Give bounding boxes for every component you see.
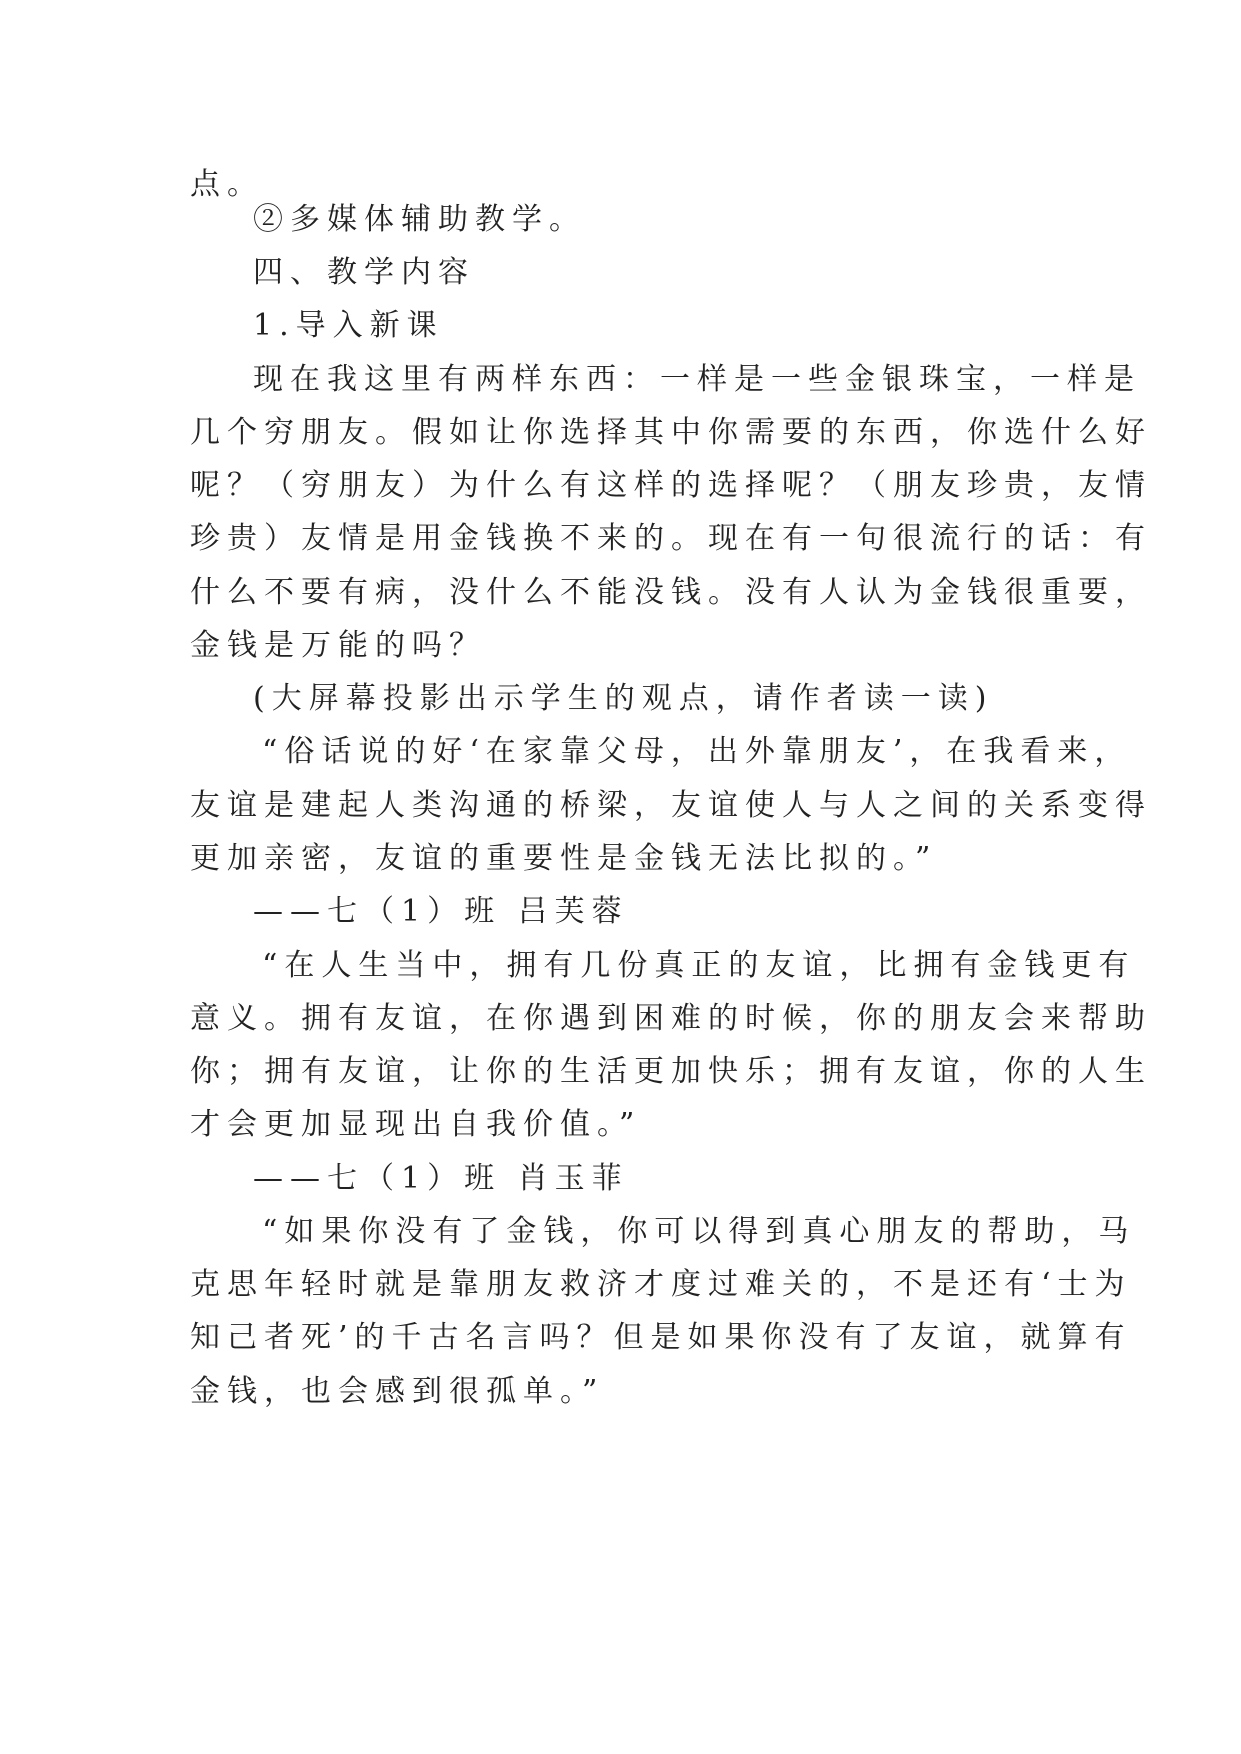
text-line: 什么不要有病，没什么不能没钱。没有人认为金钱很重要， [190, 575, 1152, 610]
quote-line: 更加亲密，友谊的重要性是金钱无法比拟的。” [190, 841, 938, 876]
text-line: 点。 [190, 167, 264, 202]
quote-line: 意义。拥有友谊，在你遇到困难的时候，你的朋友会来帮助 [190, 1001, 1152, 1036]
text-line: 珍贵）友情是用金钱换不来的。现在有一句很流行的话：有 [190, 521, 1152, 556]
text-line: ②多媒体辅助教学。 [253, 202, 586, 237]
quote-line: 知己者死’的千古名言吗？但是如果你没有了友谊，就算有 [190, 1320, 1132, 1355]
text-line: 金钱是万能的吗？ [190, 628, 486, 663]
text-line: 呢？（穷朋友）为什么有这样的选择呢？（朋友珍贵，友情 [190, 468, 1152, 503]
quote-line: 金钱，也会感到很孤单。” [190, 1374, 605, 1409]
quote-line: “如果你没有了金钱，你可以得到真心朋友的帮助，马 [262, 1214, 1136, 1249]
text-line: 现在我这里有两样东西：一样是一些金银珠宝，一样是 [253, 362, 1141, 397]
quote-line: 友谊是建起人类沟通的桥梁，友谊使人与人之间的关系变得 [190, 788, 1152, 823]
quote-line: 你；拥有友谊，让你的生活更加快乐；拥有友谊，你的人生 [190, 1054, 1152, 1089]
subsection-heading: 1.导入新课 [253, 308, 444, 343]
text-line: 几个穷朋友。假如让你选择其中你需要的东西，你选什么好 [190, 415, 1152, 450]
section-heading: 四、教学内容 [253, 255, 475, 290]
quote-attribution: ——七（1）班 肖玉菲 [253, 1161, 629, 1196]
quote-line: “在人生当中，拥有几份真正的友谊，比拥有金钱更有 [262, 948, 1136, 983]
quote-attribution: ——七（1）班 吕芙蓉 [253, 894, 629, 929]
text-line: (大屏幕投影出示学生的观点，请作者读一读) [253, 681, 994, 716]
quote-line: 克思年轻时就是靠朋友救济才度过难关的，不是还有‘士为 [190, 1267, 1132, 1302]
quote-line: 才会更加显现出自我价值。” [190, 1107, 642, 1142]
quote-line: “俗话说的好‘在家靠父母，出外靠朋友’，在我看来， [262, 734, 1132, 769]
